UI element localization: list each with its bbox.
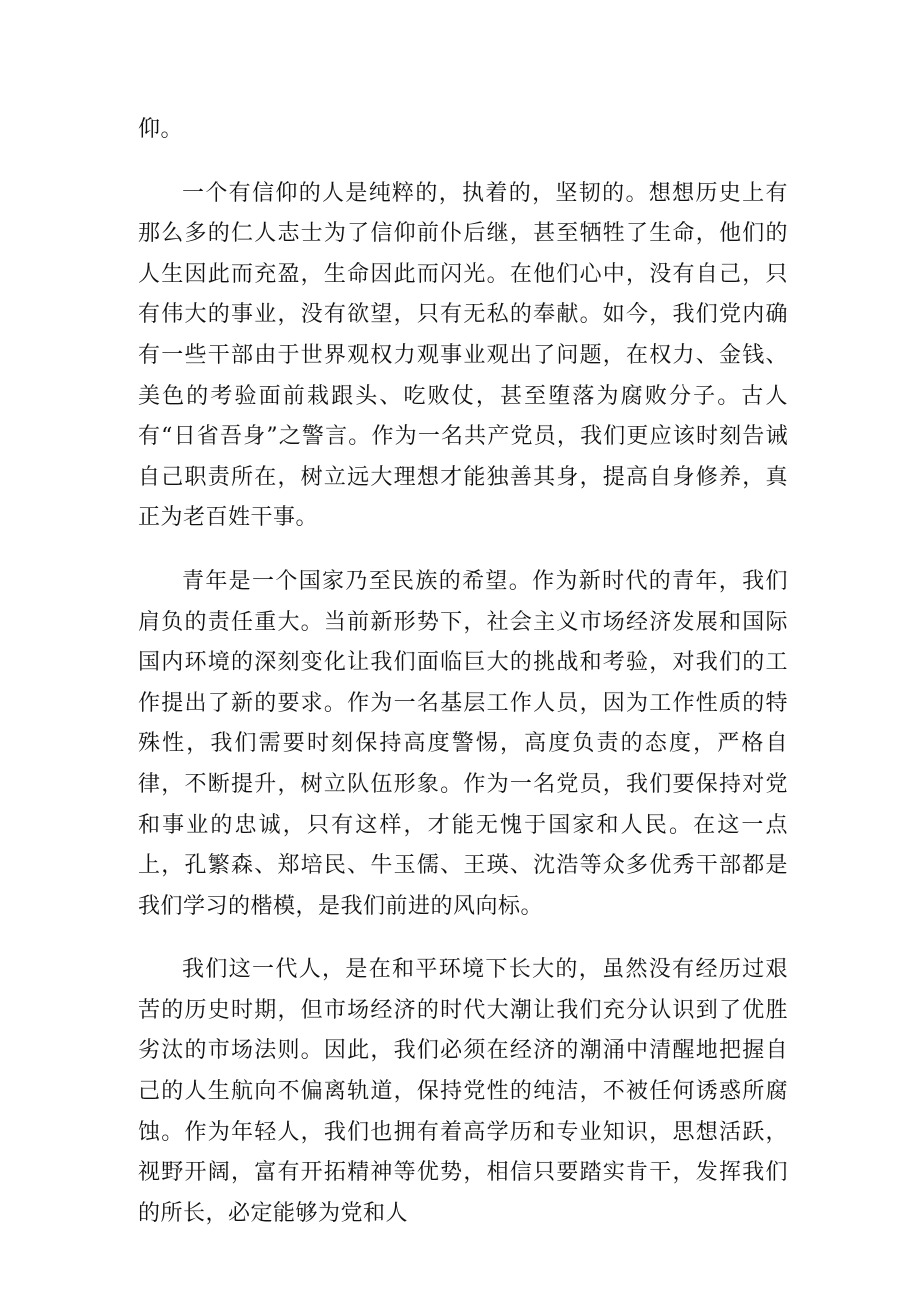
document-body <box>138 110 788 1234</box>
paragraph-faith: 一个有信仰的人是纯粹的，执着的，坚韧的。想想历史上有那么多的仁人志士为了信仰前仆后继，甚至牺牲了生命，他们的人生因此而充盈，生命因此而闪光。在他们心中，没有自己，只有伟大的事业，没有欲望，只有无私的奉献。如今，我们党内确有一些干部由于世界观权力观事业观出了问题，在权力、金钱、美色的考验面前栽跟头、吃败仗，甚至堕落为腐败分子。古人有“日省吾身”之警言。作为一名共产党员，我们更应该时刻告诫自己职责所在，树立远大理想才能独善其身，提高自身修养，真正为老百姓干事。 <box>138 180 788 531</box>
paragraph-generation: 我们这一代人，是在和平环境下长大的，虽然没有经历过艰苦的历史时期，但市场经济的时代大潮让我们充分认识到了优胜劣汰的市场法则。因此，我们必须在经济的潮涌中清醒地把握自己的人生航向不偏离轨道，保持党性的纯洁，不被任何诱惑所腐蚀。作为年轻人，我们也拥有着高学历和专业知识，思想活跃，视野开阔，富有开拓精神等优势，相信只要踏实肯干，发挥我们的所长，必定能够为党和人 <box>138 957 788 1226</box>
paragraph-gap <box>138 151 788 174</box>
paragraph-continuation: 仰。 <box>138 117 184 142</box>
paragraph-gap <box>138 927 788 950</box>
paragraph-gap <box>138 539 788 562</box>
paragraph-youth: 青年是一个国家乃至民族的希望。作为新时代的青年，我们肩负的责任重大。当前新形势下，社会主义市场经济发展和国际国内环境的深刻变化让我们面临巨大的挑战和考验，对我们的工作提出了新的要求。作为一名基层工作人员，因为工作性质的特殊性，我们需要时刻保持高度警惕，高度负责的态度，严格自律，不断提升，树立队伍形象。作为一名党员，我们要保持对党和事业的忠诚，只有这样，才能无愧于国家和人民。在这一点上，孔繁森、郑培民、牛玉儒、王瑛、沈浩等众多优秀干部都是我们学习的楷模，是我们前进的风向标。 <box>138 568 788 919</box>
